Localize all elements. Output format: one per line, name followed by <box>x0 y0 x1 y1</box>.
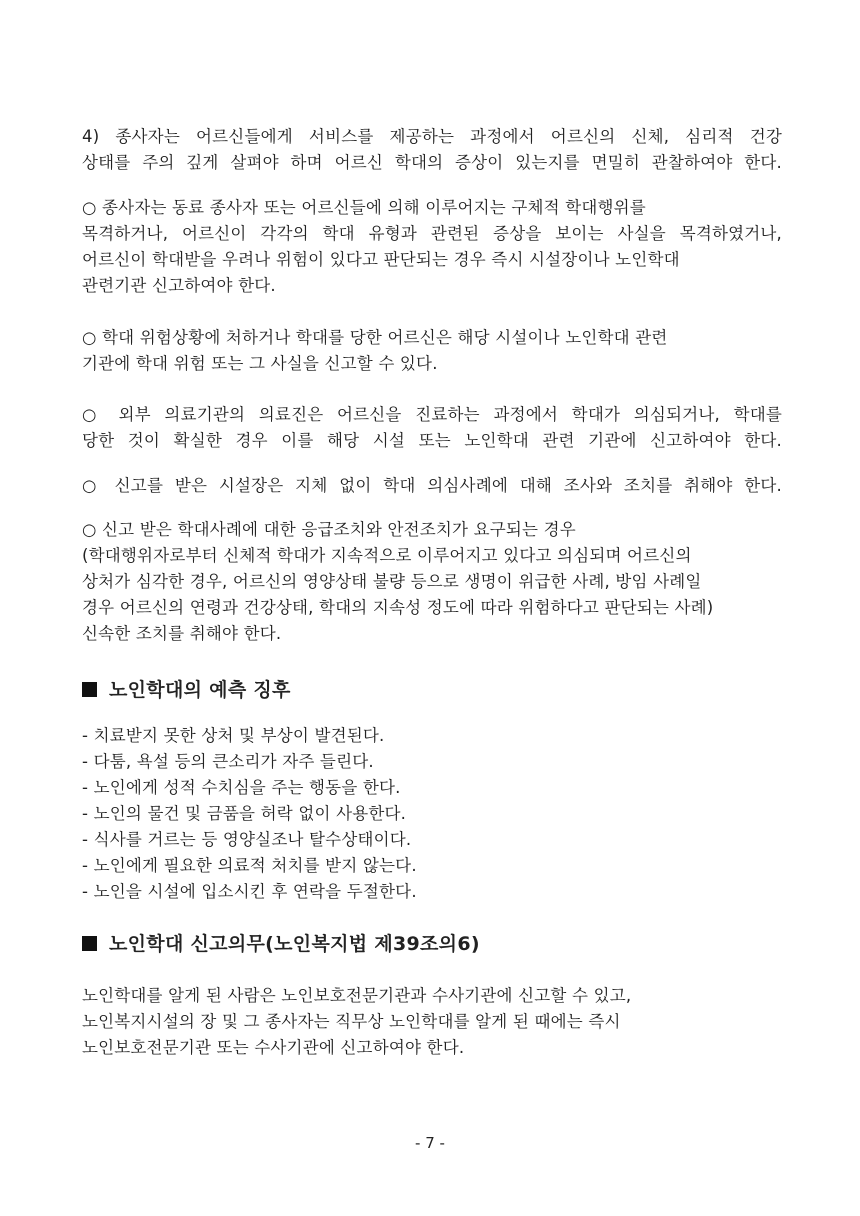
duty-heading <box>82 931 480 957</box>
list-item: - 노인에게 성적 수치심을 주는 행동을 한다. <box>82 778 401 797</box>
director-line1: ○ 신고를 받은 시설장은 지체 없이 학대 의심사례에 대해 조사와 조치를 취해야 한다. <box>82 476 782 495</box>
emergency-line4: 경우 어르신의 연령과 건강상태, 학대의 지속성 정도에 따라 위험하다고 판단되는 사례) <box>82 598 714 617</box>
square-bullet-icon <box>82 682 97 697</box>
list-item: - 노인을 시설에 입소시킨 후 연락을 두절한다. <box>82 882 417 901</box>
witness-line1: ○ 종사자는 동료 종사자 또는 어르신들에 의해 이루어지는 구체적 학대행위를 <box>82 198 646 217</box>
duty-heading-text: 노인학대 신고의무(노인복지법 제39조의6) <box>109 933 480 955</box>
square-bullet-icon <box>82 936 97 951</box>
list-item: - 다툼, 욕설 등의 큰소리가 자주 들린다. <box>82 752 374 771</box>
duty-item4-line2: 상태를 주의 깊게 살펴야 하며 어르신 학대의 증상이 있는지를 면밀히 관찰하여야 한다. <box>82 153 782 172</box>
victim-line1: ○ 학대 위험상황에 처하거나 학대를 당한 어르신은 해당 시설이나 노인학대 관련 <box>82 328 668 347</box>
witness-line3: 어르신이 학대받을 우려나 위험이 있다고 판단되는 경우 즉시 시설장이나 노인학대 <box>82 250 680 269</box>
external-line2: 당한 것이 확실한 경우 이를 해당 시설 또는 노인학대 관련 기관에 신고하여야 한다. <box>82 431 782 450</box>
emergency-line3: 상처가 심각한 경우, 어르신의 영양상태 불량 등으로 생명이 위급한 사례, 방임 사례일 <box>82 572 702 591</box>
victim-line2: 기관에 학대 위험 또는 그 사실을 신고할 수 있다. <box>82 354 438 373</box>
emergency-line2: (학대행위자로부터 신체적 학대가 지속적으로 이루어지고 있다고 의심되며 어르신의 <box>82 546 692 565</box>
witness-line2: 목격하거나, 어르신이 각각의 학대 유형과 관련된 증상을 보이는 사실을 목격하였거나, <box>82 224 782 243</box>
page-number: - 7 - <box>415 1134 445 1152</box>
signs-heading <box>82 677 291 703</box>
list-item: - 노인에게 필요한 의료적 처치를 받지 않는다. <box>82 856 417 875</box>
duty-line2: 노인복지시설의 장 및 그 종사자는 직무상 노인학대를 알게 된 때에는 즉시 <box>82 1012 621 1031</box>
duty-item4-line1: 4) 종사자는 어르신들에게 서비스를 제공하는 과정에서 어르신의 신체, 심리적 건강 <box>82 127 782 146</box>
emergency-line1: ○ 신고 받은 학대사례에 대한 응급조치와 안전조치가 요구되는 경우 <box>82 520 576 539</box>
list-item: - 식사를 거르는 등 영양실조나 탈수상태이다. <box>82 830 412 849</box>
list-item: - 치료받지 못한 상처 및 부상이 발견된다. <box>82 726 385 745</box>
external-line1: ○ 외부 의료기관의 의료진은 어르신을 진료하는 과정에서 학대가 의심되거나, 학대를 <box>82 405 782 424</box>
duty-line3: 노인보호전문기관 또는 수사기관에 신고하여야 한다. <box>82 1038 465 1057</box>
list-item: - 노인의 물건 및 금품을 허락 없이 사용한다. <box>82 804 407 823</box>
witness-line4: 관련기관 신고하여야 한다. <box>82 276 276 295</box>
emergency-line5: 신속한 조치를 취해야 한다. <box>82 624 282 643</box>
duty-line1: 노인학대를 알게 된 사람은 노인보호전문기관과 수사기관에 신고할 수 있고, <box>82 986 632 1005</box>
signs-heading-text: 노인학대의 예측 징후 <box>109 679 291 701</box>
